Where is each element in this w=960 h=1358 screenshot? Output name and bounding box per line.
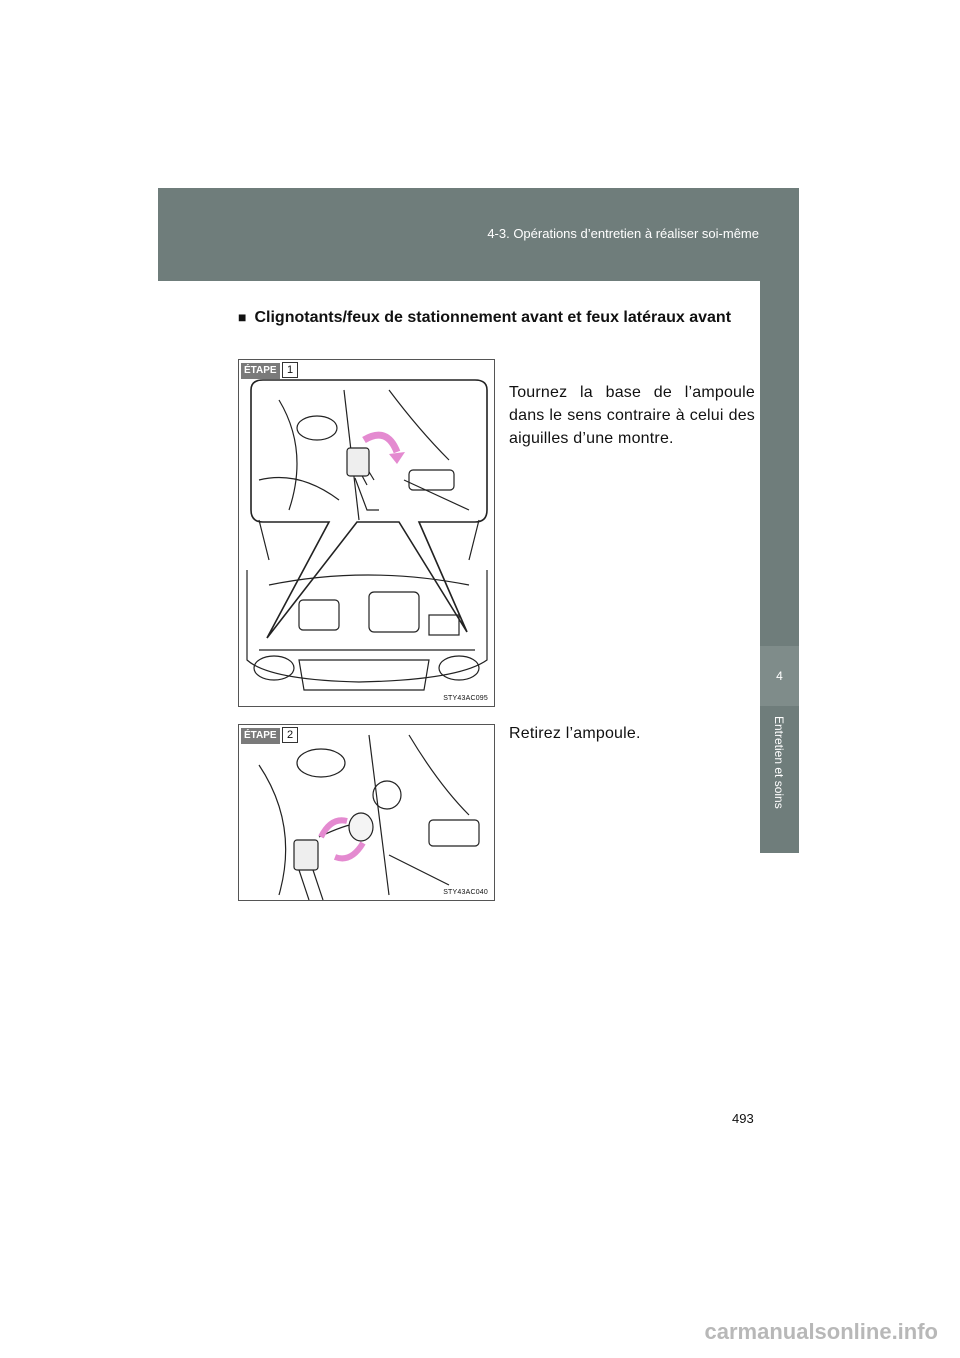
heading-text: Clignotants/feux de stationnement avant et feux latéraux avant (254, 309, 732, 326)
figure-step-1 (238, 359, 495, 707)
chapter-number: 4 (776, 669, 783, 683)
section-title: 4-3. Opérations d’entretien à réaliser soi-même (487, 226, 759, 241)
figure-1-code: STY43AC095 (443, 695, 488, 702)
heading-bullet: ■ (238, 309, 247, 325)
chapter-label: Entretien et soins (772, 716, 786, 809)
step-2-number: 2 (282, 727, 298, 743)
figure-2-code: STY43AC040 (443, 889, 488, 896)
watermark: carmanualsonline.info (704, 1319, 938, 1344)
step-1-number: 1 (282, 362, 298, 378)
chapter-tab (760, 281, 799, 853)
section-heading (238, 306, 754, 329)
step-2-label: ÉTAPE (241, 728, 280, 744)
section-header (158, 188, 799, 281)
page-number: 493 (732, 1111, 754, 1126)
engine-illustration (239, 360, 494, 706)
step-2-text: Retirez l’ampoule. (509, 725, 641, 742)
step-1-label: ÉTAPE (241, 363, 280, 379)
bulb-removal-illustration (239, 725, 494, 900)
step-1-text: Tournez la base de l’ampoule dans le sens contraire à celui des aiguilles d’une montre. (509, 384, 755, 447)
figure-step-2 (238, 724, 495, 901)
